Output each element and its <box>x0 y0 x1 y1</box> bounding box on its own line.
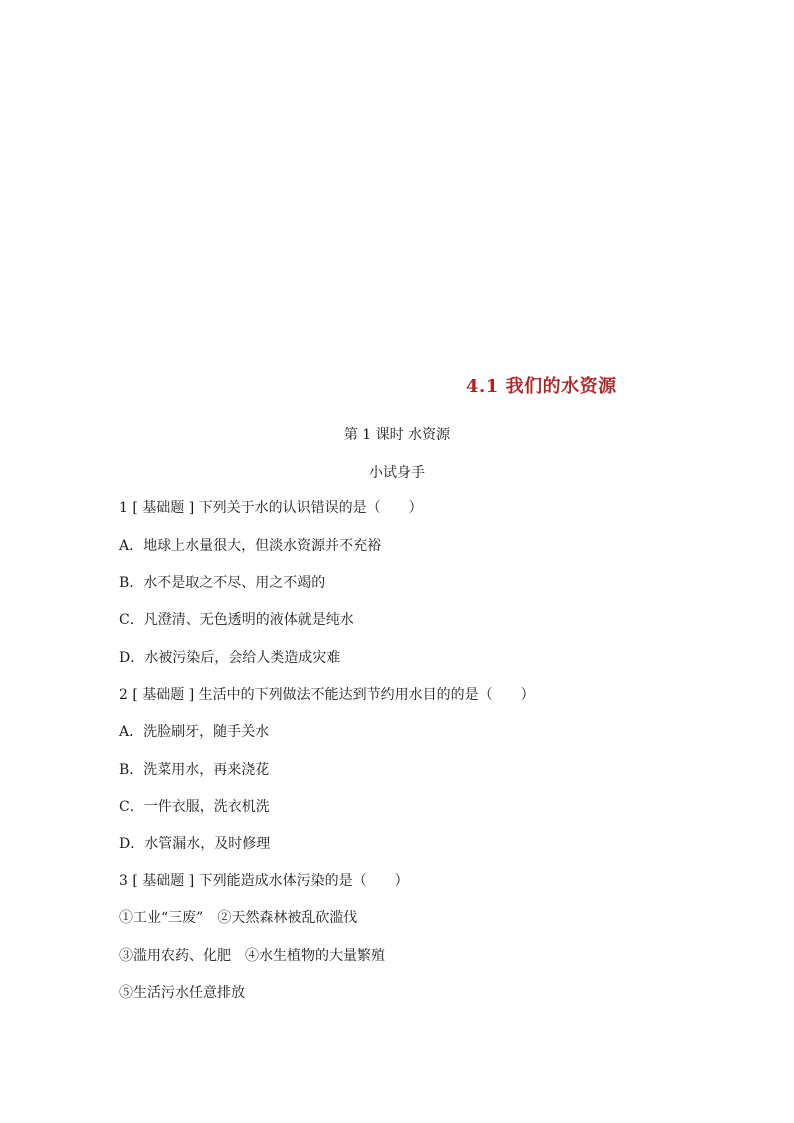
question-2-option-d: D．水管漏水，及时修理 <box>119 836 271 852</box>
question-2-stem: 2 [ 基础题 ] 生活中的下列做法不能达到节约用水目的的是（ ） <box>119 687 535 703</box>
section-heading: 小试身手 <box>369 465 425 481</box>
question-2-option-b: B．洗菜用水，再来浇花 <box>119 762 270 778</box>
question-1-stem: 1 [ 基础题 ] 下列关于水的认识错误的是（ ） <box>119 500 423 516</box>
question-1-option-a: A．地球上水量很大，但淡水资源并不充裕 <box>119 538 382 554</box>
lesson-heading: 第 1 课时 水资源 <box>343 427 451 443</box>
question-1-option-c: C．凡澄清、无色透明的液体就是纯水 <box>119 612 354 628</box>
page-title: 4.1 我们的水资源 <box>466 376 617 397</box>
question-1-option-b: B．水不是取之不尽、用之不竭的 <box>119 575 326 591</box>
question-2-option-a: A．洗脸刷牙，随手关水 <box>119 724 270 740</box>
question-1-option-d: D．水被污染后，会给人类造成灾难 <box>119 650 341 666</box>
question-3-item-row-2: ③滥用农药、化肥 ④水生植物的大量繁殖 <box>119 948 385 964</box>
question-3-item-row-1: ①工业“三废” ②天然森林被乱砍滥伐 <box>119 910 358 926</box>
question-2-option-c: C．一件衣服，洗衣机洗 <box>119 799 270 815</box>
question-3-item-row-3: ⑤生活污水任意排放 <box>119 985 245 1001</box>
question-3-stem: 3 [ 基础题 ] 下列能造成水体污染的是（ ） <box>119 873 409 889</box>
